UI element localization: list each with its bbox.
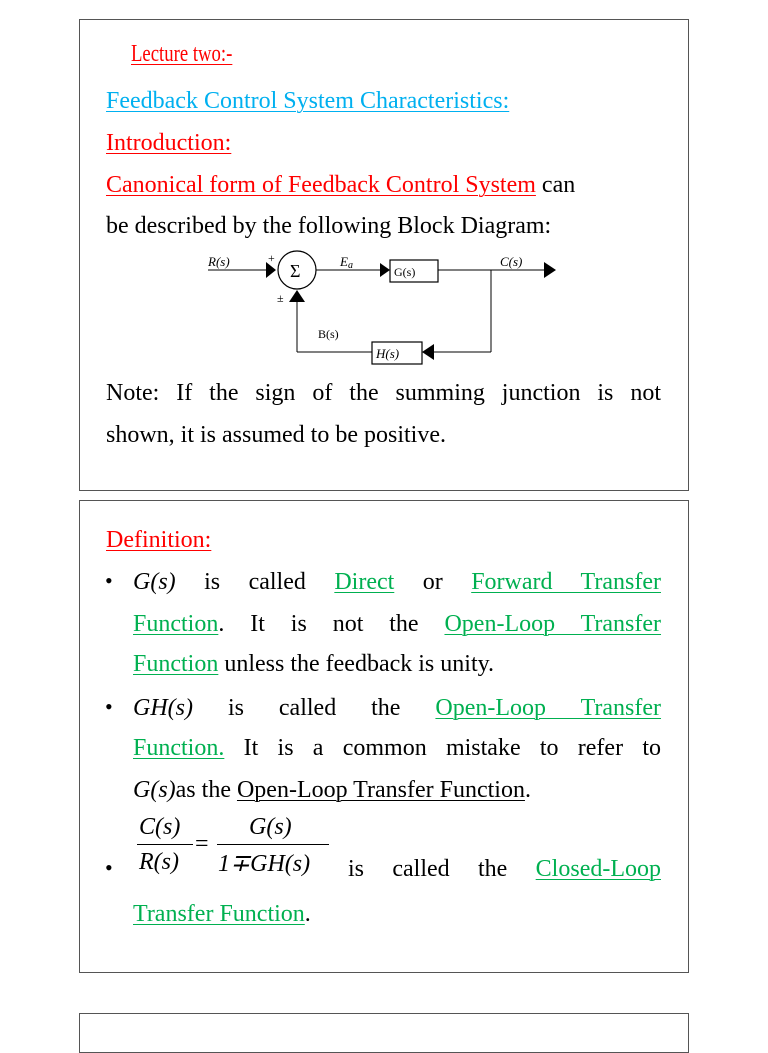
bullet-2: • (105, 694, 113, 719)
main-heading: Feedback Control System Characteristics: (106, 88, 510, 114)
direct-link: Direct (334, 569, 395, 595)
bullet-3-line-2 (133, 899, 311, 929)
closed-loop-link: Closed-Loop (535, 856, 661, 882)
b2-text-b: It is a common mistake to refer to (224, 735, 661, 761)
bullet-1: • (105, 568, 113, 593)
bullet-1-line-3 (133, 649, 494, 679)
feedback-up-arrow (289, 290, 305, 302)
bullet-2-line-3 (133, 775, 531, 805)
b1-text-d: unless the feedback is unity. (218, 651, 495, 677)
error-label: Ea (340, 254, 353, 271)
feedback-block-label: H(s) (376, 346, 400, 361)
note-line-1 (106, 378, 661, 408)
b1-text-b: or (394, 569, 472, 595)
output-arrow (544, 262, 556, 278)
pm-sign: ± (277, 291, 284, 305)
output-label: C(s) (500, 254, 523, 269)
fraction-c-num: C(s) (139, 814, 181, 840)
transfer-function-link: Transfer Function (133, 901, 305, 927)
forward-transfer-link: Forward Transfer (471, 569, 661, 595)
function-link-3: Function. (133, 735, 225, 761)
fraction-bar-right (217, 844, 329, 845)
fraction-den-right: 1∓GH(s) (218, 851, 311, 877)
input-label: R(s) (208, 254, 230, 269)
b1-text-a: is called (175, 569, 335, 595)
error-arrow (380, 263, 390, 277)
fraction-g-num: G(s) (249, 814, 292, 840)
bullet-1-line-1 (133, 567, 661, 597)
bullet-2-line-1 (133, 693, 661, 723)
bullet-2-text-2 (133, 733, 661, 763)
fraction-bar-left (137, 844, 193, 845)
b2-text-c: as the (175, 777, 237, 803)
feedback-signal-label: B(s) (318, 327, 339, 341)
block-diagram (200, 248, 570, 368)
block-diagram-intro: be described by the following Block Diagram: (106, 213, 552, 239)
canonical-tail: can (535, 172, 576, 198)
bullet-3-text-1 (348, 854, 661, 884)
slide-box-3 (79, 1013, 689, 1053)
feedback-arrow (422, 344, 434, 360)
bullet-3: • (105, 855, 113, 880)
bullet-2-line-2 (133, 733, 661, 763)
b2-text-d: . (524, 777, 531, 803)
canonical-line (106, 170, 575, 200)
b2-text-a: is called the (193, 695, 436, 721)
bullet-1-text-2 (133, 609, 661, 639)
equals-sign: = (195, 831, 209, 857)
plus-sign: + (268, 251, 275, 265)
forward-block-label: G(s) (394, 265, 416, 279)
definition-heading: Definition: (106, 527, 212, 553)
gs-term-2: G(s) (133, 777, 176, 803)
sum-symbol: Σ (290, 261, 301, 281)
function-link-2: Function (133, 651, 219, 677)
bullet-2-text-1 (133, 693, 661, 723)
gs-term: G(s) (133, 569, 176, 595)
b1-text-c: . It is not the (218, 611, 445, 637)
intro-heading: Introduction: (106, 130, 232, 156)
ghs-term: GH(s) (133, 695, 193, 721)
canonical-link: Canonical form of Feedback Control System (106, 172, 536, 198)
open-loop-transfer-function: Open-Loop Transfer Function (236, 777, 525, 803)
function-link-1: Function (133, 611, 219, 637)
bullet-1-line-2 (133, 609, 661, 639)
fraction-r-den: R(s) (139, 849, 179, 875)
bullet-1-text-1 (133, 567, 661, 597)
b3-text-b: . (304, 901, 311, 927)
note-text-1: Note: If the sign of the summing junction is not (106, 380, 661, 406)
lecture-title: Lecture two:- (131, 41, 233, 67)
note-line-2: shown, it is assumed to be positive. (106, 422, 446, 448)
open-loop-link-1: Open-Loop Transfer (444, 611, 662, 637)
bullet-3-line-1 (348, 854, 661, 884)
b3-text-a: is called the (348, 856, 536, 882)
open-loop-link-2: Open-Loop Transfer (435, 695, 662, 721)
